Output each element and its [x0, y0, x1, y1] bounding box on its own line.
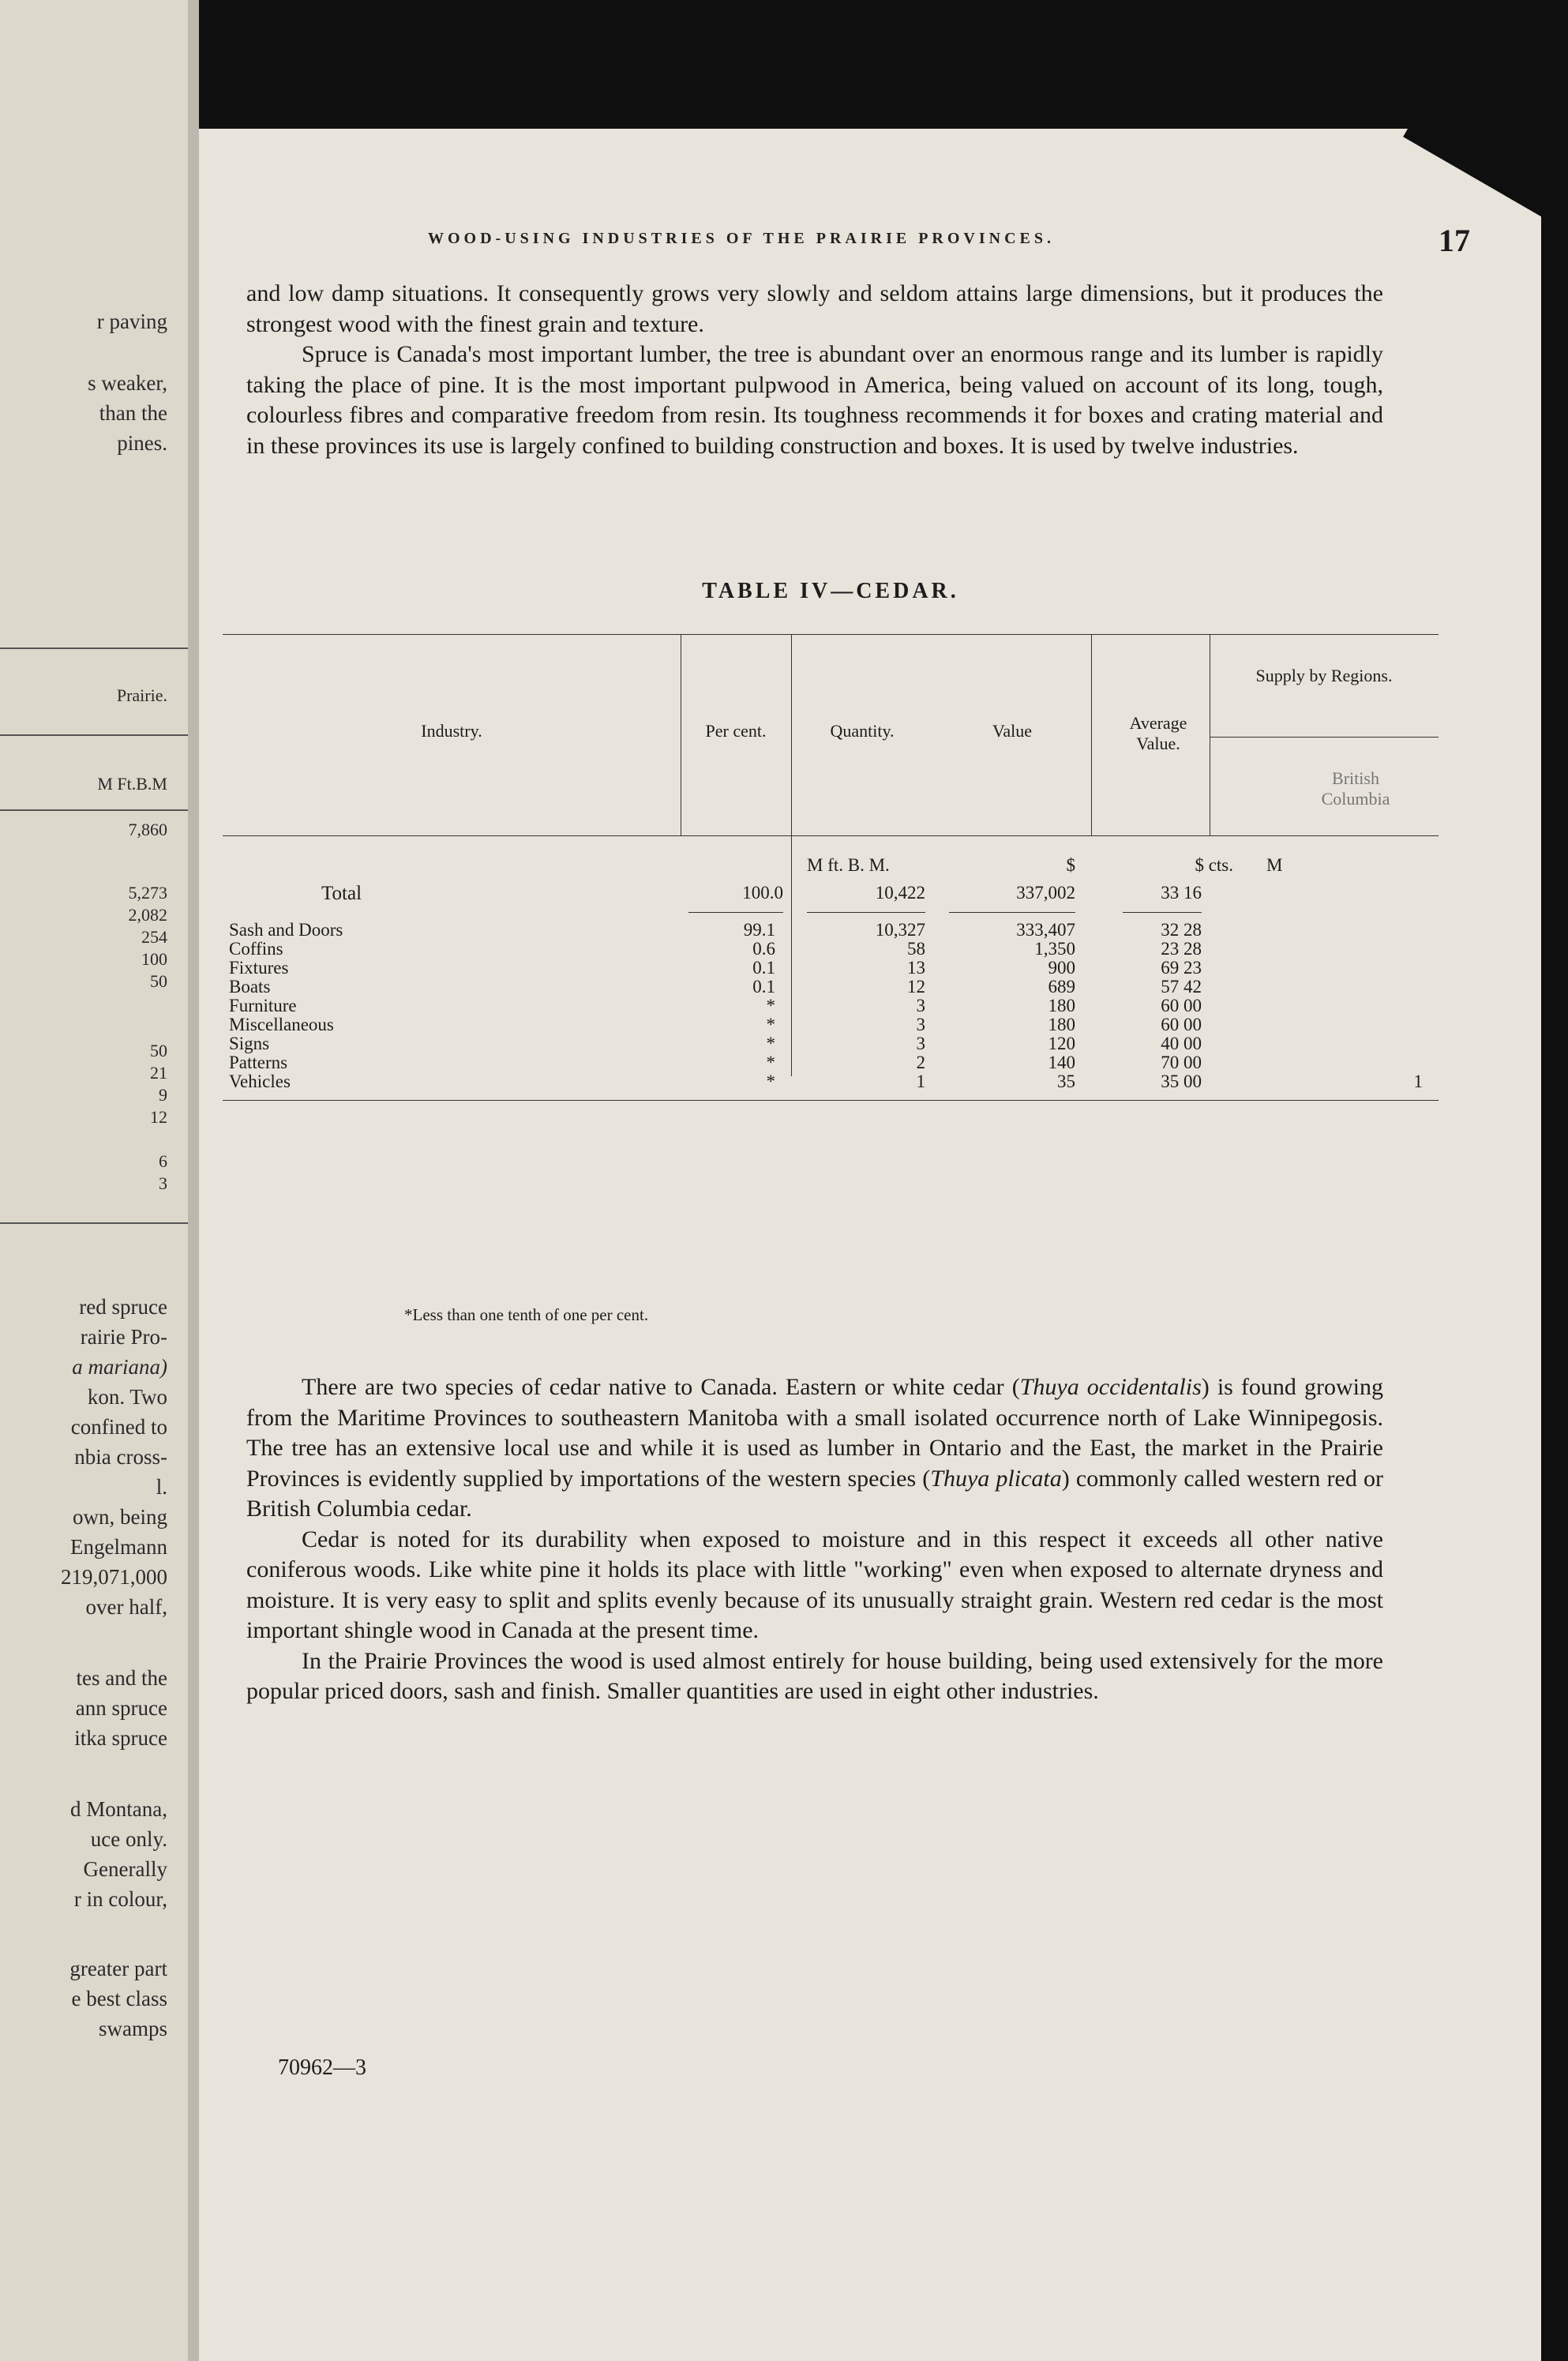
left-fragment-text: 2,082	[128, 905, 167, 925]
table-rule	[1091, 634, 1092, 835]
col-header-industry: Industry.	[421, 721, 482, 741]
text-run: There are two species of cedar native to Canada. Eastern or white cedar (	[302, 1374, 1020, 1400]
quantity-cell: 3	[916, 996, 925, 1015]
left-fragment-text: 100	[141, 949, 167, 969]
value-cell: 333,407	[1016, 920, 1075, 940]
left-fragment-text: 12	[150, 1107, 167, 1127]
paragraph: In the Prairie Provinces the wood is used almost entirely for house building, being used extensively for the more popular priced doors, sash and finish. Smaller quantities are used in eight other industries.	[246, 1647, 1383, 1704]
value-cell: 180	[1048, 1015, 1075, 1034]
unit-value: $	[1066, 855, 1075, 875]
value-cell: 1,350	[1034, 939, 1075, 959]
paragraph: and low damp situations. It consequently grows very slowly and seldom attains large dimensions, but it produces the strongest wood with the finest grain and texture.	[246, 280, 1383, 337]
quantity-cell: 1	[916, 1072, 925, 1091]
paragraph	[246, 1372, 1383, 1525]
industry-name: Miscellaneous	[229, 1015, 334, 1034]
value-cell: 35	[1057, 1072, 1075, 1091]
scientific-name: Thuya occidentalis	[1019, 1374, 1202, 1400]
left-fragment-text: ann spruce	[75, 1696, 167, 1720]
left-fragment-text: 50	[150, 971, 167, 991]
left-page-fragment	[0, 0, 188, 2361]
quantity-cell: 2	[916, 1053, 925, 1072]
text-run: ) commonly called western red or British Columbia cedar.	[246, 1465, 1383, 1522]
industry-name: Sash and Doors	[229, 920, 343, 940]
value-cell: 900	[1048, 958, 1075, 978]
industry-name: Furniture	[229, 996, 297, 1015]
col-header-average-value: Average Value.	[1129, 713, 1187, 753]
quantity-cell: 10,327	[875, 920, 925, 940]
average-value-cell: 60 00	[1161, 996, 1202, 1015]
industry-name: Coffins	[229, 939, 283, 959]
left-fragment-text: Engelmann	[70, 1535, 167, 1559]
left-fragment-text: 219,071,000	[61, 1565, 167, 1589]
supply-cell: 1	[1413, 1072, 1423, 1091]
percent-cell: 0.6	[752, 939, 775, 959]
total-average-value: 33 16	[1161, 883, 1202, 903]
text-run: ) is found growing from the Maritime Provinces to southeastern Manitoba with a small isolated occurrence north of Lake Winnipegosis. The tree has an extensive local use and while it is used as lumber in Ontario and the East, the market in the Prairie Provinces is evidently supplied by importations of the western species (	[246, 1374, 1383, 1492]
col-header-quantity: Quantity.	[830, 721, 895, 741]
left-fragment-text: red spruce	[79, 1295, 167, 1319]
left-fragment-text: confined to	[70, 1415, 167, 1439]
page-corner-shadow	[1403, 129, 1541, 255]
average-value-cell: 60 00	[1161, 1015, 1202, 1034]
left-fragment-text: 50	[150, 1041, 167, 1060]
left-fragment-text: 21	[150, 1063, 167, 1083]
left-fragment-text: r paving	[96, 310, 167, 333]
quantity-cell: 3	[916, 1034, 925, 1053]
average-value-cell: 70 00	[1161, 1053, 1202, 1072]
average-value-cell: 69 23	[1161, 958, 1202, 978]
industry-name: Boats	[229, 977, 271, 997]
col-header-supply: Supply by Regions.	[1255, 666, 1393, 685]
percent-cell: *	[766, 1015, 775, 1034]
cedar-table	[223, 634, 1439, 1250]
left-fragment-text: kon. Two	[87, 1385, 167, 1409]
left-fragment-text: than the	[99, 401, 167, 425]
left-fragment-text: 9	[159, 1085, 167, 1105]
industry-name: Vehicles	[229, 1072, 291, 1091]
left-fragment-text: over half,	[85, 1595, 167, 1619]
left-fragment-text: Generally	[83, 1857, 167, 1881]
left-fragment-rule	[0, 647, 188, 649]
percent-cell: *	[766, 1072, 775, 1091]
left-fragment-text: 3	[159, 1173, 167, 1193]
unit-quantity: M ft. B. M.	[807, 855, 890, 875]
total-label: Total	[321, 883, 362, 904]
unit-supply: M	[1266, 855, 1283, 875]
total-quantity: 10,422	[875, 883, 925, 903]
col-header-percent: Per cent.	[705, 721, 767, 741]
table-title: TABLE IV—CEDAR.	[702, 579, 959, 603]
average-value-cell: 32 28	[1161, 920, 1202, 940]
quantity-cell: 58	[907, 939, 925, 959]
percent-cell: 0.1	[752, 958, 775, 978]
quantity-cell: 13	[907, 958, 925, 978]
cedar-paragraphs	[246, 1372, 1383, 1707]
quantity-cell: 12	[907, 977, 925, 997]
percent-cell: *	[766, 1053, 775, 1072]
page-number: 17	[1439, 223, 1470, 258]
col-header-value: Value	[992, 721, 1033, 741]
value-cell: 180	[1048, 996, 1075, 1015]
left-fragment-text: l.	[156, 1475, 167, 1499]
running-header: WOOD-USING INDUSTRIES OF THE PRAIRIE PROVINCES.	[428, 230, 1055, 247]
left-fragment-text: Prairie.	[116, 685, 167, 705]
table-rule	[223, 634, 1439, 635]
industry-name: Fixtures	[229, 958, 289, 978]
percent-cell: 99.1	[743, 920, 775, 940]
percent-cell: *	[766, 996, 775, 1015]
scientific-name: Thuya plicata	[930, 1465, 1062, 1492]
folio-mark: 70962—3	[278, 2055, 366, 2080]
table-rule	[223, 835, 1439, 836]
value-cell: 689	[1048, 977, 1075, 997]
intro-paragraphs	[246, 279, 1383, 461]
left-fragment-text: 5,273	[128, 883, 167, 903]
average-value-cell: 23 28	[1161, 939, 1202, 959]
total-underline	[1123, 912, 1202, 913]
col-header-british-columbia: British Columbia	[1321, 768, 1390, 809]
left-fragment-rule	[0, 809, 188, 811]
industry-name: Signs	[229, 1034, 270, 1053]
industry-name: Patterns	[229, 1053, 288, 1072]
average-value-cell: 40 00	[1161, 1034, 1202, 1053]
book-gutter	[188, 0, 199, 2361]
average-value-cell: 57 42	[1161, 977, 1202, 997]
total-underline	[949, 912, 1075, 913]
left-fragment-text: uce only.	[90, 1827, 167, 1851]
left-fragment-text: 7,860	[128, 820, 167, 839]
left-fragment-text: tes and the	[76, 1666, 167, 1690]
left-fragment-text: r in colour,	[73, 1887, 167, 1911]
average-value-cell: 35 00	[1161, 1072, 1202, 1091]
percent-cell: *	[766, 1034, 775, 1053]
left-fragment-text: swamps	[99, 2017, 167, 2040]
left-fragment-text: greater part	[69, 1957, 167, 1980]
table-footnote: *Less than one tenth of one per cent.	[404, 1305, 649, 1324]
left-fragment-text: rairie Pro-	[80, 1325, 167, 1349]
value-cell: 120	[1048, 1034, 1075, 1053]
left-fragment-text: itka spruce	[74, 1726, 167, 1750]
left-fragment-text: M Ft.B.M	[97, 774, 167, 794]
left-fragment-rule	[0, 1222, 188, 1224]
table-rule	[223, 1100, 1439, 1101]
total-percent: 100.0	[742, 883, 783, 903]
left-fragment-text: nbia cross-	[74, 1445, 167, 1469]
book-page	[199, 129, 1541, 2361]
unit-average-value: $ cts.	[1195, 855, 1233, 875]
paragraph: Cedar is noted for its durability when exposed to moisture and in this respect it exceeds all other native coniferous woods. Like white pine it holds its place with little "working" even when exposed to alternate dryness and moisture. It is very easy to split and splits evenly because of its unusually straight grain. Western red cedar is the most important shingle wood in Canada at the present time.	[246, 1526, 1383, 1643]
total-underline	[807, 912, 925, 913]
left-fragment-text: 254	[141, 927, 167, 947]
percent-cell: 0.1	[752, 977, 775, 997]
left-fragment-text: s weaker,	[88, 371, 167, 395]
left-fragment-text: e best class	[71, 1987, 167, 2010]
total-value: 337,002	[1016, 883, 1075, 903]
value-cell: 140	[1048, 1053, 1075, 1072]
quantity-cell: 3	[916, 1015, 925, 1034]
left-fragment-text: own, being	[73, 1505, 167, 1529]
paragraph: Spruce is Canada's most important lumber, the tree is abundant over an enormous range and its lumber is rapidly taking the place of pine. It is the most important pulpwood in America, being valued on account of its long, tough, colourless fibres and comparative freedom from resin. Its toughness recommends it for boxes and crating material and in these provinces its use is largely confined to building construction and boxes. It is used by twelve industries.	[246, 341, 1383, 459]
total-underline	[688, 912, 783, 913]
left-fragment-text: 6	[159, 1151, 167, 1171]
left-fragment-text: a mariana)	[72, 1355, 167, 1379]
table-rule	[1210, 737, 1439, 738]
left-fragment-text: d Montana,	[70, 1797, 167, 1821]
left-fragment-text: pines.	[117, 431, 167, 455]
left-fragment-rule	[0, 734, 188, 736]
